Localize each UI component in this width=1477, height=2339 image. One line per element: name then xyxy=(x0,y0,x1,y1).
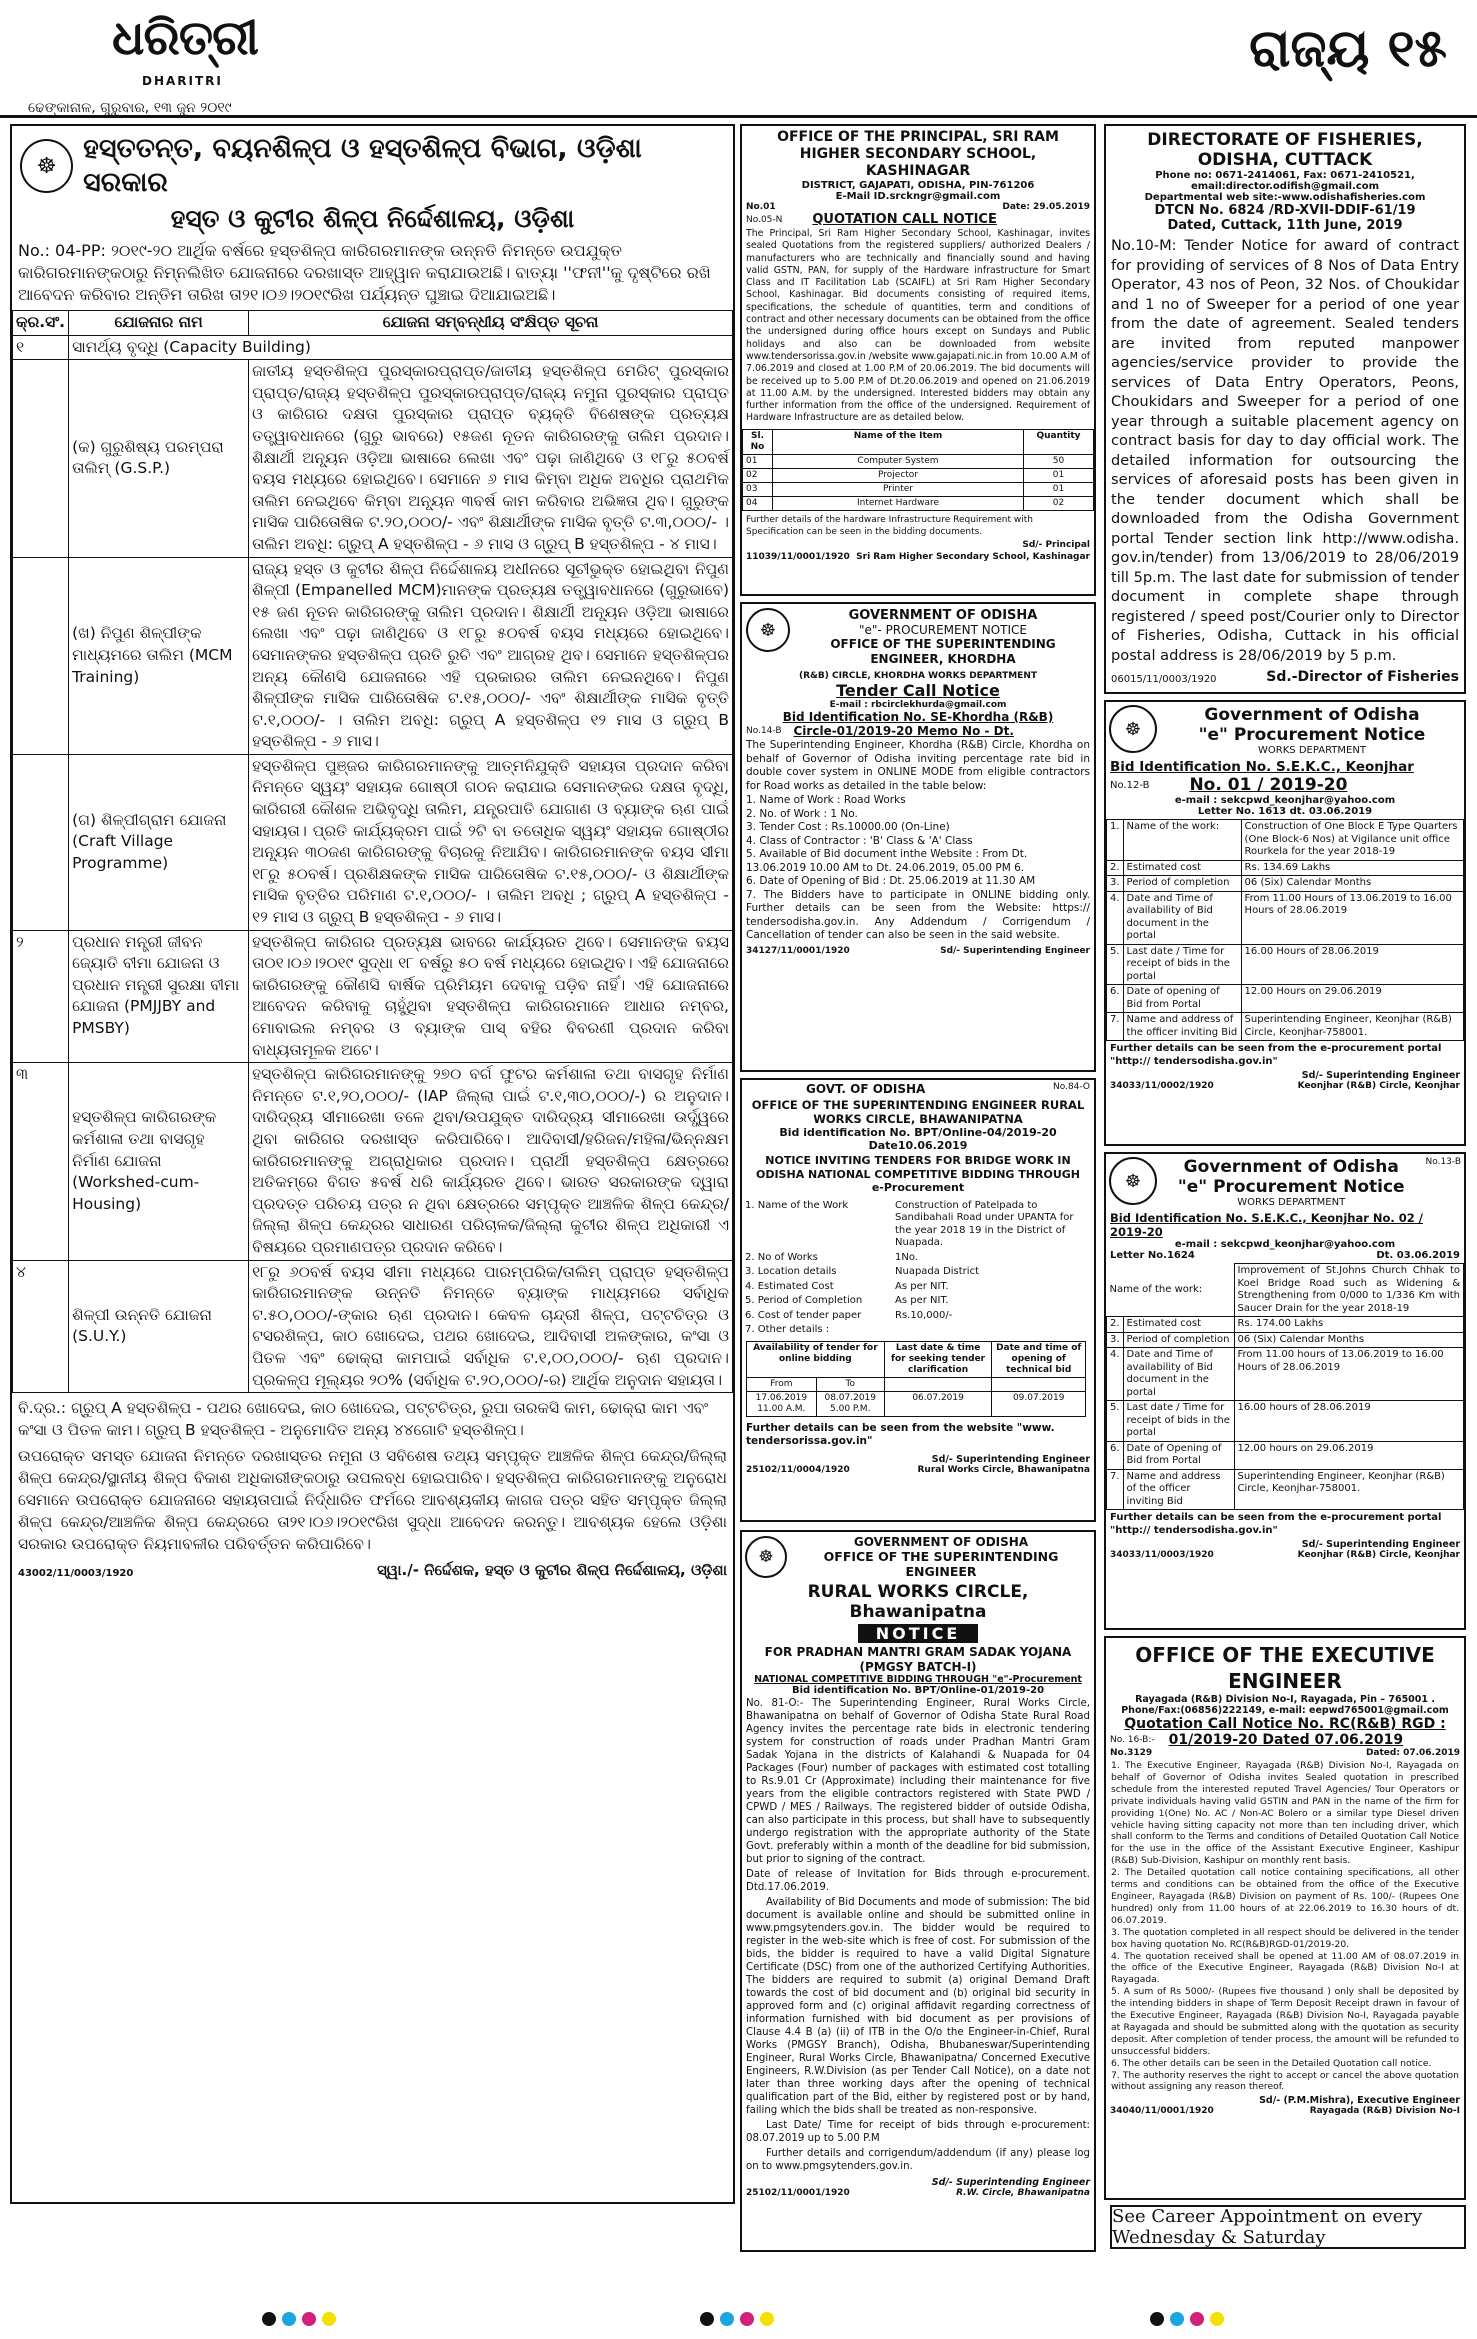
khordha-heading: Tender Call Notice xyxy=(836,681,1000,700)
row-info: ଜାତୀୟ ହସ୍ତଶିଳ୍ପ ପୁରସ୍କାରପ୍ରାପ୍ତ/ଜାତୀୟ ହସ୍ତଶିଳ୍ପ ମେରିଟ୍ ପୁରସ୍କାର ପ୍ରାପ୍ତ/ରାଜ୍ୟ ହସ୍ତଶିଳ୍ପ ପୁରସ୍କାରପ୍ରାପ୍ତ/ରାଜ୍ୟ ନମୁନା ପୁରସ୍କାର ପ୍ରାପ୍ତ ଓ କାରିଗର ଦକ୍ଷତା ପୁରସ୍କାର ପ୍ରାପ୍ତ ବ୍ୟକ୍ତି ବିଶେଷଙ୍କ ପ୍ରତ୍ୟକ୍ଷ ତତ୍ତ୍ୱାବଧାନରେ (ଗୁରୁ ଭାବରେ) ୧୫ଜଣ ନୂତନ କାରିଗରଙ୍କୁ ତାଲିମ ପ୍ରଦାନ। ଶିକ୍ଷାର୍ଥୀ ଅନ୍ୟୂନ ଓଡ଼ିଆ ଭାଷାରେ ଲେଖା ଏବଂ ପଢ଼ା ଜାଣିଥିବେ ଓ ୧୮ରୁ ୫୦ବର୍ଷ ବୟସ ମଧ୍ୟରେ ହୋଇଥିବେ। ସେମାନେ ୬ ମାସ କିମ୍ବା ଅଧିକ ଅବଧିର ପ୍ରାଥମିକ ତାଲିମ ନେଇଥିବେ କିମ୍ବା ଅନ୍ୟୂନ ୩ବର୍ଷ କାମ କରିବାର ଅଭିଜ୍ଞତା ଥିବ। ଗୁରୁଙ୍କ ମାସିକ ପାରିତୋଷିକ ଟ.୨୦,୦୦୦/- ଏବଂ ଶିକ୍ଷାର୍ଥୀଙ୍କ ମାସିକ ବୃତ୍ତି ଟ.୩,୦୦୦/- । ତାଲିମ ଅବଧି: ଗ୍ରୁପ୍ A ହସ୍ତଶିଳ୍ପ - ୬ ମାସ ଓ ଗ୍ରୁପ୍ B ହସ୍ତଶିଳ୍ପ - ୪ ମାସ। xyxy=(249,360,733,557)
fisheries-tender-ad xyxy=(1104,124,1466,694)
school-memo: No.05-N xyxy=(746,214,783,225)
handloom-signature: ସ୍ୱା./- ନିର୍ଦ୍ଦେଶକ, ହସ୍ତ ଓ କୁଟୀର ଶିଳ୍ପ ନିର୍ଦ୍ଦେଶାଳୟ, ଓଡ଼ିଶା xyxy=(377,1561,727,1580)
keonjhar2-sig1: Sd/- Superintending Engineer xyxy=(1301,1539,1460,1550)
table-row: 7. Name and address of the officer inviting Bid Superintending Engineer, Keonjhar (R&B) Circle, Keonjhar-758001. xyxy=(1107,1013,1464,1041)
table-row: 5. Period of Completion As per NIT. xyxy=(745,1295,949,1306)
khordha-signature: Sd/- Superintending Engineer xyxy=(940,945,1090,956)
rural81-ref: 25102/11/0001/1920 xyxy=(746,2188,850,2198)
khordha-dept: (R&B) CIRCLE, KHORDHA WORKS DEPARTMENT xyxy=(798,671,1037,681)
list-item: 1. Name of Work : Road Works xyxy=(746,794,906,806)
registration-mark-icon xyxy=(760,2312,774,2326)
keonjhar1-no: No.12-B xyxy=(1110,779,1150,791)
table-row: 2. Estimated cost Rs. 134.69 Lakhs xyxy=(1107,860,1464,876)
list-item: 5. A sum of Rs 5000/- (Rupees five thousand ) only shall be deposited by the intending bidders in shape of Term Deposit Receipt drawn in favour of the Executive Engineer, Rayagada (R&B) Division No-I, Rayagada payable at Rayagada and should be submitted along with the quotation as security deposit. After completion of tender process, the amount will be refunded to unsuccessful bidders. xyxy=(1111,1986,1459,2057)
rural81-notice-badge: NOTICE xyxy=(858,1624,978,1643)
row-name: ପ୍ରଧାନ ମନ୍ତ୍ରୀ ଜୀବନ ଜ୍ୟୋତି ବୀମା ଯୋଜନା ଓ ପ୍ରଧାନ ମନ୍ତ୍ରୀ ସୁରକ୍ଷା ବୀମା ଯୋଜନା (PMJJBY and PMSBY) xyxy=(69,930,249,1063)
list-item: 3. Tender Cost : Rs.10000.00 (On-Line) xyxy=(746,821,950,833)
row-name: ଶିଳ୍ପୀ ଉନ୍ନତି ଯୋଜନା (S.U.Y.) xyxy=(69,1260,249,1393)
school-no: No.01 xyxy=(746,202,776,212)
keonjhar1-bid: Bid Identification No. S.E.K.C., Keonjhar xyxy=(1110,759,1414,775)
table-row: 1. Name of the work: Construction of One Block E Type Quarters (One Block-6 Nos) at Vigilance unit office Rourkela for the year 2018-19 xyxy=(1107,820,1464,861)
keonjhar2-email: e-mail : sekcpwd_keonjhar@yahoo.com xyxy=(1174,1239,1396,1250)
table-row: 04 Internet Hardware 02 xyxy=(743,496,1094,510)
khordha-ref: 34127/11/0001/1920 xyxy=(746,945,850,956)
registration-mark-icon xyxy=(262,2312,276,2326)
khordha-circle: Circle-01/2019-20 Memo No - Dt. xyxy=(793,724,1014,738)
rural81-sig1: Sd/- Superintending Engineer xyxy=(931,2177,1090,2188)
school-heading: QUOTATION CALL NOTICE xyxy=(812,212,997,227)
list-item: 1. The Executive Engineer, Rayagada (R&B) Division No-I, Rayagada on behalf of Governor of Odisha invites Sealed quotation in prescribed schedule from the interested reputed Travel Agencies/ Tour Operators or private individuals having valid GSTIN and PAN in the name of the firm for providing 1(One) No. AC / Non-AC Bolero or a similar type Diesel driven vehicle having sitting capacity not more than ten including driver, which shall conform to the Terms and conditions of Detailed Quotation Call Notice for the use in the office of the Assistant Executive Engineer, Kashipur (R&B) Sub-Division, Kashipur on monthly rent basis. xyxy=(1111,1760,1459,1867)
odisha-emblem-icon: ☸ xyxy=(1109,705,1157,753)
table-row: 2. Estimated cost Rs. 174.00 Lakhs xyxy=(1107,1317,1464,1333)
table-row: 03 Printer 01 xyxy=(743,482,1094,496)
school-footer: Further details of the hardware Infrastructure Requirement with Specification can be seen in the bidding documents. xyxy=(746,514,1033,537)
rural84-gov: GOVT. OF ODISHA xyxy=(806,1082,926,1096)
rural84-bid: Bid identification No. BPT/Online-04/2019-20 Date10.06.2019 xyxy=(779,1126,1057,1152)
handloom-advertisement xyxy=(10,124,735,2204)
table-row: 3. Period of completion 06 (Six) Calendar Months xyxy=(1107,876,1464,892)
table-row: 4. Date and Time of availability of Bid document in the portal From 11.00 Hours of 13.06.2019 to 16.00 Hours of 28.06.2019 xyxy=(1107,891,1464,944)
keonjhar1-bidno: No. 01 / 2019-20 xyxy=(1189,775,1348,795)
school-title: OFFICE OF THE PRINCIPAL, SRI RAM HIGHER SECONDARY SCHOOL, KASHINAGAR xyxy=(777,129,1059,179)
table-row: 2. No of Works 1No. xyxy=(745,1251,918,1263)
fisheries-dtcn: DTCN No. 6824 /RD-XVII-DDIF-61/19 xyxy=(1154,203,1416,218)
col-header-no: କ୍ର.ସଂ. xyxy=(13,311,69,336)
newspaper-logo-sub: DHARITRI xyxy=(142,74,223,88)
registration-mark-icon xyxy=(1190,2312,1204,2326)
fisheries-title: DIRECTORATE OF FISHERIES, ODISHA, CUTTACK xyxy=(1147,130,1423,170)
fisheries-phone: Phone no: 0671-2414061, Fax: 0671-2410521, xyxy=(1155,170,1415,181)
list-item: 6. The other details can be seen in the Detailed Quotation call notice. xyxy=(1111,2057,1432,2069)
bridge-tender-ad xyxy=(740,1078,1096,1522)
khordha-no: No.14-B xyxy=(746,726,782,736)
row-info: ୧୮ରୁ ୬୦ବର୍ଷ ବୟସ ସୀମା ମଧ୍ୟରେ ପାରମ୍ପରିକ/ତାଲିମ୍ ପ୍ରାପ୍ତ ହସ୍ତଶିଳ୍ପ କାରିଗରମାନଙ୍କ ଉନ୍ନତି ନିମନ୍ତେ ବ୍ୟାଙ୍କ ମାଧ୍ୟମରେ ସର୍ବାଧିକ ଟ.୫୦,୦୦୦/-ଙ୍କାର ଋଣ ପ୍ରଦାନ। କେବଳ ଚାନ୍ଦ୍ରୀ ଶିଳ୍ପ, ପଟ୍ଟଚିତ୍ର ଓ ଟସରଶିଳ୍ପ, କାଠ ଖୋଦେଇ, ପଥର ଖୋଦେଇ, ଆଦିବାସୀ ଅଳଙ୍କାର, କଂସା ଓ ପିତଳ ଏବଂ ଢୋକ୍ରା କାମପାଇଁ ସର୍ବାଧିକ ଟ.୧,୦୦,୦୦୦/- ଋଣ ପ୍ରଦାନ। ପ୍ରକଳ୍ପ ମୂଲ୍ୟର ୨୦% (ସର୍ବାଧିକ ଟ.୨୦,୦୦୦/-ର) ଆର୍ଥିକ ଅନୁଦାନ ସହାୟତା। xyxy=(249,1260,733,1393)
rural84-dates-table: Availability of tender for online bidding Last date & time for seeking tender clarification Date and time of opening of technical bid From To 17.06.2019 11.00 A.M. 08.07.2019 5.00 P.M. 06.07.2019 09.07.2019 xyxy=(746,1341,1086,1417)
keonjhar2-bid: Bid Identification No. S.E.K.C., Keonjhar No. 02 / 2019-20 xyxy=(1110,1211,1424,1239)
row-name: ହସ୍ତଶିଳ୍ପ କାରିଗରଙ୍କ କର୍ମଶାଳା ତଥା ବାସଗୃହ ନିର୍ମାଣ ଯୋଜନା (Workshed-cum-Housing) xyxy=(69,1063,249,1260)
odisha-emblem-icon: ☸ xyxy=(746,608,790,652)
keonjhar2-ref: 34033/11/0003/1920 xyxy=(1110,1550,1214,1560)
fisheries-site: Departmental web site:-www.odishafisheries.com xyxy=(1144,192,1426,203)
rural81-ncb: NATIONAL COMPETITIVE BIDDING THROUGH "e"-Procurement xyxy=(754,1674,1082,1685)
khordha-bid-id: Bid Identification No. SE-Khordha (R&B) xyxy=(782,710,1054,724)
table-row: Name of the work: Improvement of St.Johns Church Chhak to Koel Bridge Road such as Widening & Strengthening from 0/000 to 1/336 Km with Saucer Drain for the year 2018-19 xyxy=(1107,1264,1464,1317)
rayagada-quotation-ad xyxy=(1104,1636,1466,2200)
rural81-gov: GOVERNMENT OF ODISHA xyxy=(853,1535,1029,1549)
rayagada-sig2: Rayagada (R&B) Division No-I xyxy=(1309,2106,1460,2117)
list-item: 4. Class of Contractor : 'B' Class & 'A' Class xyxy=(746,834,973,847)
schemes-table xyxy=(12,310,733,1393)
list-item: 2. No. of Work : 1 No. xyxy=(746,807,858,820)
table-row: 1. Name of the Work Construction of Patelpada to Sandibahali Road under UPANTA for the year 2018 19 in the District of Nuapada. xyxy=(745,1199,1074,1248)
newspaper-logo: ଧରିତ୍ରୀ xyxy=(112,10,258,66)
keonjhar2-proc: "e" Procurement Notice xyxy=(1177,1177,1405,1197)
table-row: 5. Last date / Time for receipt of bids in the portal 16.00 hours of 28.06.2019 xyxy=(1107,1401,1464,1442)
keonjhar2-letter: Letter No.1624 xyxy=(1110,1250,1195,1261)
rural84-sig2: Rural Works Circle, Bhawanipatna xyxy=(917,1464,1090,1475)
odisha-emblem-icon: ☸ xyxy=(745,1536,787,1578)
col-header-name: ଯୋଜନାର ନାମ xyxy=(69,311,249,336)
row-no: ୨ xyxy=(13,930,69,1063)
rayagada-qcno: 01/2019-20 Dated 07.06.2019 xyxy=(1168,1732,1404,1748)
khordha-list xyxy=(742,794,1094,943)
table-row xyxy=(13,335,733,360)
table-row: 5. Last date / Time for receipt of bids in the portal 16.00 Hours of 28.06.2019 xyxy=(1107,944,1464,985)
rural84-heading: NOTICE INVITING TENDERS FOR BRIDGE WORK IN ODISHA NATIONAL COMPETITIVE BIDDING THROUGH e-Procurement xyxy=(755,1154,1080,1194)
registration-mark-icon xyxy=(700,2312,714,2326)
table-row: 3. Period of completion 06 (Six) Calendar Months xyxy=(1107,1332,1464,1348)
registration-mark-icon xyxy=(1170,2312,1184,2326)
handloom-ref: 43002/11/0003/1920 xyxy=(18,1568,134,1580)
fisheries-body: No.10-M: Tender Notice for award of contract for providing of services of 8 Nos of Data Entry Operator, 43 nos of Peon, 32 Nos. of Choukidar and 1 no of Sweeper for a period of one year from the date of agreement. Sealed tenders are invited from reputed manpower agencies/service provider to provide the services of Data Entry Operators, Peons, Choukidars and Sweeper for a period of one year through a suitable placement agency on contract basis for day to day official work. The detailed information for outsourcing the services of aforesaid posts has been given in the tender document which shall be downloaded from the Odisha Government portal Tender section link http://www.odisha. gov.in/tender) from 13/06/2019 to 28/06/2019 till 5p.m. The last date for submission of tender document in complete shape through registered / speed post/Courier only to Director of Fisheries, Odisha, Cuttack in his official postal address is 28/06/2019 by 5 p.m. xyxy=(1111,237,1459,664)
rayagada-items xyxy=(1106,1758,1464,2095)
table-row: 6. Date of opening of Bid from Portal 12.00 Hours on 29.06.2019 xyxy=(1107,985,1464,1013)
row-no: ୩ xyxy=(13,1063,69,1260)
keonjhar1-table xyxy=(1106,819,1464,1041)
keonjhar2-table xyxy=(1106,1263,1464,1510)
row-info: ରାଜ୍ୟ ହସ୍ତ ଓ କୁଟୀର ଶିଳ୍ପ ନିର୍ଦ୍ଦେଶାଳୟ ଅଧୀନରେ ସୂଚୀଭୁକ୍ତ ହୋଇଥିବା ନିପୁଣ ଶିଳ୍ପୀ (Empanelled MCM)ମାନଙ୍କ ପ୍ରତ୍ୟକ୍ଷ ତତ୍ତ୍ୱାବଧାନରେ (ଗୁରୁଭାବେ) ୧୫ ଜଣ ନୂତନ କାରିଗରଙ୍କୁ ତାଲିମ ପ୍ରଦାନ। ଶିକ୍ଷାର୍ଥୀ ଅନ୍ୟୂନ ଓଡ଼ିଆ ଭାଷାରେ ଲେଖା ଏବଂ ପଢ଼ା ଜାଣିଥିବେ ଓ ୧୮ରୁ ୫୦ବର୍ଷ ବୟସ ମଧ୍ୟରେ ହୋଇଥିବେ। ସେମାନଙ୍କର ହସ୍ତଶିଳ୍ପ ପ୍ରତି ରୁଚି ଏବଂ ଆଗ୍ରହ ଥିବ। ସେମାନେ ହସ୍ତଶିଳ୍ପର ଅନ୍ୟ କୌଣସି ଯୋଜନାରେ ଏହି ପ୍ରକାରର ତାଲିମ ନେଇନଥିବେ। ନିପୁଣ ଶିଳ୍ପୀଙ୍କ ମାସିକ ପାରିତୋଷିକ ଟ.୧୫,୦୦୦/- ଏବଂ ଶିକ୍ଷାର୍ଥୀଙ୍କ ମାସିକ ବୃତ୍ତି ଟ.୧,୦୦୦/- । ତାଲିମ ଅବଧି: ଗ୍ରୁପ୍ A ହସ୍ତଶିଳ୍ପ ୧୨ ମାସ ଓ ଗ୍ରୁପ୍ B ହସ୍ତଶିଳ୍ପ - ୬ ମାସ। xyxy=(249,557,733,754)
keonjhar-procurement-ad-1 xyxy=(1104,700,1466,1146)
khordha-gov: GOVERNMENT OF ODISHA xyxy=(848,608,1038,623)
table-row xyxy=(13,1063,733,1260)
table-row: 02 Projector 01 xyxy=(743,468,1094,482)
school-body: The Principal, Sri Ram Higher Secondary School, Kashinagar, invites sealed Quotations from the registered suppliers/ authorized Dealers / manufacturers who are technically and financially sound and having valid GSTN, PAN, for supply of the Hardware infrastructure for Smart Class and IT Facilitation Lab (SCAIFL) at Sri Ram Higher Secondary School, Kashinagar. Bid documents consisting of required items, specifications, the schedule of quantities, term and conditions of contract and other necessary documents can be obtained from the office the undersigned during office hours except on Sundays and Public holidays and also can be downloaded from website www.tendersorissa.gov.in /website www.gajapati.nic.in from 10.00 A.M of 7.06.2019 and closed at 1.00 P.M of 20.06.2019. The bid documents will be received up to 5.00 P.M of Dt.20.06.2019 and opened on 21.06.2019 at 11.00 A.M. by the undersigned. Interested bidders may obtain any further information from the office of the undersigned. Requirement of Hardware Infrastructure are as detailed below. xyxy=(746,228,1090,424)
list-item: 7. The authority reserves the right to accept or cancel the above quotation without assigning any reason thereof. xyxy=(1111,2069,1459,2093)
table-row: 01 Computer System 50 xyxy=(743,454,1094,468)
registration-mark-icon xyxy=(1150,2312,1164,2326)
registration-mark-icon xyxy=(1210,2312,1224,2326)
registration-mark-icon xyxy=(740,2312,754,2326)
col-header-info: ଯୋଜନା ସମ୍ବନ୍ଧୀୟ ସଂକ୍ଷିପ୍ତ ସୂଚନା xyxy=(249,311,733,336)
keonjhar1-proc: "e" Procurement Notice xyxy=(1198,725,1426,745)
keonjhar1-footer: Further details can be seen from the e-procurement portal "http:// tendersodisha.gov.in" xyxy=(1110,1043,1442,1067)
rural81-bid: Bid identification No. BPT/Online-01/2019-20 xyxy=(791,1685,1045,1696)
keonjhar2-gov: Government of Odisha xyxy=(1183,1157,1399,1177)
row-info: ହସ୍ତଶିଳ୍ପ କାରିଗରମାନଙ୍କୁ ୨୭୦ ବର୍ଗ ଫୁଟର କର୍ମଶାଳା ତଥା ବାସଗୃହ ନିର୍ମାଣ ନିମନ୍ତେ ଟ.୧,୨୦,୦୦୦/- (IAP ଜିଲ୍ଲା ପାଇଁ ଟ.୧,୩୦,୦୦୦/-) ର ଅନୁଦାନ। ଦାରିଦ୍ର୍ୟ ସୀମାରେଖା ତଳେ ଥିବା/ଉପଯୁକ୍ତ ଦାରିଦ୍ର୍ୟ ସୀମାରେଖା ଉର୍ଦ୍ଧ୍ୱରେ ଥିବା କାରିଗର ଦରଖାସ୍ତ କରିପାରିବେ। ଆଦିବାସୀ/ହରିଜନ/ମହିଳା/ଭିନ୍ନକ୍ଷମ କାରିଗରମାନଙ୍କୁ ଅଗ୍ରାଧିକାର ପ୍ରଦାନ। ପ୍ରାର୍ଥୀ ହସ୍ତଶିଳ୍ପ କ୍ଷେତ୍ରରେ ଅତିକମ୍‌ରେ ବିଗତ ୫ବର୍ଷ ଧରି କାର୍ଯ୍ୟରତ ଥିବେ। ଭାରତ ସରକାରଙ୍କ ଦ୍ୱାରା ପ୍ରଦତ୍ତ ପରିଚୟ ପତ୍ର ନ ଥିବା କ୍ଷେତ୍ରରେ ସମ୍ପୃକ୍ତ ଆଞ୍ଚଳିକ ଶିଳ୍ପ କେନ୍ଦ୍ର/ଜିଲ୍ଲା ଶିଳ୍ପ କେନ୍ଦ୍ରର ସାଧାରଣ ପରିଚାଳକ/ଜିଲ୍ଲା କୁଟୀର ଶିଳ୍ପ ଅଧିକାରୀ ଏ ବିଷୟରେ ପ୍ରମାଣପତ୍ର ପ୍ରଦାନ କରିବେ। xyxy=(249,1063,733,1260)
pmgsy-notice-ad xyxy=(740,1530,1096,2252)
keonjhar-procurement-ad-2 xyxy=(1104,1152,1466,1630)
school-items-table: Sl. No Name of the Item Quantity 01 Computer System 50 02 Projector 01 03 Printer 01 04 Internet Hardware 02 xyxy=(742,429,1094,511)
school-address: DISTRICT, GAJAPATI, ODISHA, PIN-761206 xyxy=(801,180,1035,191)
rural81-office: OFFICE OF THE SUPERINTENDING ENGINEER xyxy=(823,1549,1059,1579)
rayagada-qc: Quotation Call Notice No. RC(R&B) RGD : xyxy=(1124,1716,1446,1732)
list-item: 6. Date of Opening of Bid : Dt. 25.06.2019 at 11.30 AM xyxy=(746,875,1036,887)
keonjhar1-sig2: Keonjhar (R&B) Circle, Keonjhar xyxy=(1297,1081,1460,1091)
keonjhar2-sig2: Keonjhar (R&B) Circle, Keonjhar xyxy=(1297,1550,1460,1560)
table-row: 4. Estimated Cost As per NIT. xyxy=(745,1280,949,1292)
keonjhar1-gov: Government of Odisha xyxy=(1204,705,1420,725)
rayagada-num: No.3129 xyxy=(1110,1748,1153,1758)
rayagada-phone: Phone/Fax:(06856)222149, e-mail: eepwd765001@gmail.com xyxy=(1121,1705,1449,1716)
keonjhar1-email: e-mail : sekcpwd_keonjhar@yahoo.com xyxy=(1174,795,1396,806)
table-row: 7. Name and address of the officer inviting Bid Superintending Engineer, Keonjhar (R&B) Circle, Keonjhar-758001. xyxy=(1107,1469,1464,1510)
handloom-subtitle: ହସ୍ତ ଓ କୁଟୀର ଶିଳ୍ପ ନିର୍ଦ୍ଦେଶାଳୟ, ଓଡ଼ିଶା xyxy=(170,204,575,233)
page-label: ରାଜ୍ୟ ୧୫ xyxy=(1249,18,1447,79)
registration-mark-icon xyxy=(720,2312,734,2326)
handloom-title: ହସ୍ତତନ୍ତ, ବୟନଶିଳ୍ପ ଓ ହସ୍ତଶିଳ୍ପ ବିଭାଗ, ଓଡ଼ିଶା ସରକାର xyxy=(83,133,642,198)
khordha-tender-ad xyxy=(740,602,1096,1072)
school-sig2: Sri Ram Higher Secondary School, Kashinagar xyxy=(856,551,1090,562)
khordha-sub: "e"- PROCUREMENT NOTICE xyxy=(859,623,1027,637)
row-name: (ଗ) ଶିଳ୍ପୀଗ୍ରାମ ଯୋଜନା (Craft Village Programme) xyxy=(69,754,249,930)
dateline: ଢେଙ୍କାନାଳ, ଗୁରୁବାର, ୧୩ ଜୁନ ୨୦୧୯ xyxy=(28,100,232,116)
list-item: 5. Available of Bid document inthe Website : From Dt. 13.06.2019 10.00 AM to Dt. 24.06.2019, 05.00 PM 6. xyxy=(746,848,1028,874)
list-item: 7. The Bidders have to participate in ONLINE bidding only. Further details can be seen from the Website: https:// tendersodisha.gov.in. Any Addendum / Corrigendum / Cancellation of tender can also be seen in the said website. xyxy=(746,888,1090,941)
school-email: E-Mail ID.srckngr@gmail.com xyxy=(835,191,1001,202)
table-row xyxy=(13,557,733,754)
row-info: ହସ୍ତଶିଳ୍ପ କାରିଗର ପ୍ରତ୍ୟକ୍ଷ ଭାବରେ କାର୍ଯ୍ୟରତ ଥିବେ। ସେମାନଙ୍କ ବୟସ ତା୦୧।୦୬।୨୦୧୯ ସୁଦ୍ଧା ୧୮ ବର୍ଷରୁ ୫୦ ବର୍ଷ ମଧ୍ୟରେ ହୋଇଥିବ। ଏହି ଯୋଜନାରେ କାରିଗରଙ୍କୁ କୌଣସି ବାର୍ଷିକ ପ୍ରିମିୟମ ଦେବାକୁ ପଡ଼ିବ ନାହିଁ। ଏହି ଯୋଜନାରେ ଆବେଦନ କରିବାକୁ ଚାହୁଁଥିବା ହସ୍ତଶିଳ୍ପ କାରିଗରମାନେ ଆଧାର ନମ୍ବର, ମୋବାଇଲ ନମ୍ବର ଓ ବ୍ୟାଙ୍କ ପାସ୍ ବହିର ବିବରଣୀ ପ୍ରଦାନ କରିବା ବାଧ୍ୟତାମୂଳକ ଅଟେ। xyxy=(249,930,733,1063)
masthead xyxy=(0,0,1477,118)
khordha-body: The Superintending Engineer, Khordha (R&B) Circle, Khordha on behalf of Governor of Odisha inviting percentage rate bid in double cover system in ONLINE MODE from eligible contractors for Road works as detailed in the table below: xyxy=(746,739,1090,792)
table-row: 6. Date of Opening of Bid from Portal 12.00 hours on 29.06.2019 xyxy=(1107,1441,1464,1469)
fisheries-ref: 06015/11/0003/1920 xyxy=(1111,674,1217,685)
keonjhar1-letter: Letter No. 1613 dt. 03.06.2019 xyxy=(1197,806,1373,817)
keonjhar1-dept: WORKS DEPARTMENT xyxy=(1258,745,1366,756)
khordha-office: OFFICE OF THE SUPERINTENDING ENGINEER, KHORDHA xyxy=(830,637,1056,666)
registration-mark-icon xyxy=(302,2312,316,2326)
row-no: ୧ xyxy=(13,335,69,360)
handloom-intro: No.: 04-PP: ୨୦୧୯-୨୦ ଆର୍ଥିକ ବର୍ଷରେ ହସ୍ତଶିଳ୍ପ କାରିଗରମାନଙ୍କ ଉନ୍ନତି ନିମନ୍ତେ ଉପଯୁକ୍ତ କାରିଗରମାନଙ୍କଠାରୁ ନିମ୍ନଲିଖିତ ଯୋଜନାରେ ଦରଖାସ୍ତ ଆହ୍ୱାନ କରାଯାଉଅଛି। ବାତ୍ୟା ''ଫନୀ''କୁ ଦୃଷ୍ଟିରେ ରଖି ଆବେଦନ କରିବାର ଅନ୍ତିମ ତାରିଖ ତା୨୧।୦୬।୨୦୧୯ରିଖ ପର୍ଯ୍ୟନ୍ତ ଘୁଞ୍ଚାଇ ଦିଆଯାଇଅଛି। xyxy=(18,241,711,304)
row-info: ହସ୍ତଶିଳ୍ପ ପୁଞ୍ଜର କାରିଗରମାନଙ୍କୁ ଆତ୍ମନିଯୁକ୍ତି ସହାୟତା ପ୍ରଦାନ କରିବା ନିମନ୍ତେ ସ୍ୱୟଂ ସହାୟକ ଗୋଷ୍ଠୀ ଗଠନ କରାଯାଇ ସେମାନଙ୍କର ଦକ୍ଷତା ବୃଦ୍ଧି, କାରିଗରୀ କୌଶଳ ଅଭିବୃଦ୍ଧି ତାଲିମ, ଯନ୍ତ୍ରପାତି ଯୋଗାଣ ଓ ବ୍ୟାଙ୍କ ଋଣ ପାଇଁ ସହାୟତା। ପ୍ରତି କାର୍ଯ୍ୟକ୍ରମ ପାଇଁ ୨ଟି ବା ତତୋଧିକ ସ୍ୱୟଂ ସହାୟକ ଗୋଷ୍ଠୀର ଅନ୍ୟୂନ ୩୦ଜଣ କାରିଗରଙ୍କୁ ବିଚାରକୁ ନିଆଯିବ। କାରିଗରମାନଙ୍କ ବୟସ ସୀମା ୧୮ରୁ ୫୦ବର୍ଷ। ପ୍ରଶିକ୍ଷକଙ୍କ ମାସିକ ପାରିତୋଷିକ ଟ.୧୫,୦୦୦/- ଓ ଶିକ୍ଷାର୍ଥୀଙ୍କ ମାସିକ ବୃତ୍ତିର ପରିମାଣ ଟ.୧,୦୦୦/- । ତାଲିମ ଅବଧି ; ଗ୍ରୁପ୍ A ହସ୍ତଶିଳ୍ପ - ୧୨ ମାସ ଓ ଗ୍ରୁପ୍ B ହସ୍ତଶିଳ୍ପ - ୬ ମାସ। xyxy=(249,754,733,930)
rayagada-addr: Rayagada (R&B) Division No-I, Rayagada, Pin – 765001 . xyxy=(1135,1694,1435,1705)
table-row xyxy=(13,1260,733,1393)
table-row xyxy=(13,360,733,557)
school-sig1: Sd/- Principal xyxy=(1022,539,1090,550)
registration-mark-icon xyxy=(282,2312,296,2326)
keonjhar2-dept: WORKS DEPARTMENT xyxy=(1237,1197,1346,1208)
rural81-circle: RURAL WORKS CIRCLE, Bhawanipatna xyxy=(807,1582,1029,1622)
table-row: 7. Other details : xyxy=(745,1324,830,1335)
keonjhar1-ref: 34033/11/0002/1920 xyxy=(1110,1081,1214,1091)
school-quotation-ad xyxy=(740,124,1096,596)
career-footer-note: See Career Appointment on every Wednesday & Saturday xyxy=(1110,2205,1466,2249)
registration-mark-icon xyxy=(322,2312,336,2326)
rural84-sig1: Sd/- Superintending Engineer xyxy=(931,1453,1090,1465)
rayagada-sig1: Sd/- (P.M.Mishra), Executive Engineer xyxy=(1259,2095,1460,2107)
rayagada-no: No. 16-B:- xyxy=(1110,1735,1155,1745)
table-row: 6. Cost of tender paper Rs.10,000/- xyxy=(745,1309,953,1321)
school-date: Date: 29.05.2019 xyxy=(1002,202,1090,212)
odisha-emblem-icon: ☸ xyxy=(20,139,73,193)
row-no: ୪ xyxy=(13,1260,69,1393)
rural84-footer: Further details can be seen from the website "www. tendersorissa.gov.in" xyxy=(746,1421,1055,1447)
keonjhar2-no: No.13-B xyxy=(1425,1157,1461,1167)
keonjhar2-footer: Further details can be seen from the e-procurement portal "http:// tendersodisha.gov.in" xyxy=(1110,1512,1442,1536)
rural81-sig2: R.W. Circle, Bhawanipatna xyxy=(956,2188,1090,2198)
rural84-office: OFFICE OF THE SUPERINTENDING ENGINEER RURAL WORKS CIRCLE, BHAWANIPATNA xyxy=(751,1098,1085,1126)
rayagada-title: OFFICE OF THE EXECUTIVE ENGINEER xyxy=(1135,1643,1435,1693)
list-item: 2. The Detailed quotation call notice containing specifications, all other terms and conditions can be obtained from the office of the Executive Engineer, Rayagada (R&B) Division on payment of Rs. 100/- (Rupees One hundred) only from 11.00 hours of at 22.06.2019 to 16.30 hours of dt. 06.07.2019. xyxy=(1111,1867,1459,1926)
row-name: (ଖ) ନିପୁଣ ଶିଳ୍ପୀଙ୍କ ମାଧ୍ୟମରେ ତାଲିମ (MCM Training) xyxy=(69,557,249,754)
rayagada-ref: 34040/11/0001/1920 xyxy=(1110,2106,1214,2117)
keonjhar1-sig1: Sd/- Superintending Engineer xyxy=(1301,1070,1460,1081)
fisheries-dated: Dated, Cuttack, 11th June, 2019 xyxy=(1167,218,1403,233)
handloom-note: ବି.ଦ୍ର.: ଗ୍ରୁପ୍ A ହସ୍ତଶିଳ୍ପ - ପଥର ଖୋଦେଇ, କାଠ ଖୋଦେଇ, ପଟ୍ଟଚିତ୍ର, ରୁପା ତାରକସି କାମ, ଢୋକ୍ରା କାମ ଏବଂ କଂସା ଓ ପିତଳ କାମ। ଗ୍ରୁପ୍ B ହସ୍ତଶିଳ୍ପ - ଅନୁମୋଦିତ ଅନ୍ୟ ୪୪ଗୋଟି ହସ୍ତଶିଳ୍ପ। xyxy=(18,1399,709,1440)
fisheries-signature: Sd.-Director of Fisheries xyxy=(1266,669,1459,685)
odisha-emblem-icon: ☸ xyxy=(1109,1157,1157,1205)
rural84-no: No.84-O xyxy=(1053,1082,1090,1092)
table-row: 3. Location details Nuapada District xyxy=(745,1266,979,1277)
rural84-fields xyxy=(742,1199,1094,1338)
khordha-email: E-mail : rbcirclekhurda@gmail.com xyxy=(829,700,1007,710)
table-row: 4. Date and Time of availability of Bid document in the portal From 11.00 hours of 13.06.2019 to 16.00 Hours of 28.06.2019 xyxy=(1107,1348,1464,1401)
fisheries-email: email:director.odifish@gmail.com xyxy=(1190,181,1380,192)
list-item: 4. The quotation received shall be opened at 11.00 AM of 08.07.2019 in the office of the Executive Engineer, Rayagada (R&B) Division No-I at Rayagada. xyxy=(1111,1950,1459,1986)
rayagada-date: Dated: 07.06.2019 xyxy=(1365,1748,1460,1758)
table-row: 17.06.2019 11.00 A.M. 08.07.2019 5.00 P.M. 06.07.2019 09.07.2019 xyxy=(747,1391,1086,1416)
table-row xyxy=(13,930,733,1063)
rural81-for: FOR PRADHAN MANTRI GRAM SADAK YOJANA (PMGSY BATCH-I) xyxy=(764,1645,1072,1674)
table-row xyxy=(13,754,733,930)
keonjhar2-date: Dt. 03.06.2019 xyxy=(1376,1250,1460,1261)
school-ref: 11039/11/0001/1920 xyxy=(746,551,850,562)
handloom-footer-text: ଉପରୋକ୍ତ ସମସ୍ତ ଯୋଜନା ନିମନ୍ତେ ଦରଖାସ୍ତର ନମୁନା ଓ ସବିଶେଷ ତଥ୍ୟ ସମ୍ପୃକ୍ତ ଆଞ୍ଚଳିକ ଶିଳ୍ପ କେନ୍ଦ୍ର/ଜିଲ୍ଲା ଶିଳ୍ପ କେନ୍ଦ୍ର/ସ୍ଥାନୀୟ ଶିଳ୍ପ ବିକାଶ ଅଧିକାରୀଙ୍କଠାରୁ ଉପଲବ୍ଧ ହୋଇପାରିବ। ହସ୍ତଶିଳ୍ପ କାରିଗରମାନଙ୍କୁ ଅନୁରୋଧ ସେମାନେ ଉପରୋକ୍ତ ଯୋଜନାରେ ସହାୟତାପାଇଁ ନିର୍ଦ୍ଧାରିତ ଫର୍ମରେ ଆବଶ୍ୟକୀୟ କାଗଜ ପତ୍ର ସହିତ ସମ୍ପୃକ୍ତ ଜିଲ୍ଲା ଶିଳ୍ପ କେନ୍ଦ୍ର/ଆଞ୍ଚଳିକ ଶିଳ୍ପ କେନ୍ଦ୍ରରେ ତା୨୧।୦୬।୨୦୧୯ରିଖ ସୁଦ୍ଧା ଆବେଦନ କରନ୍ତୁ। ଆବଶ୍ୟକ ହେଲେ ଓଡ଼ିଶା ସରକାର ଉପରୋକ୍ତ ନିୟମାବଳୀର ପରିବର୍ତ୍ତନ କରିପାରିବେ। xyxy=(18,1447,727,1554)
list-item: 3. The quotation completed in all respect should be delivered in the tender box having quotation No. RC(R&B)RGD-01/2019-20. xyxy=(1111,1926,1459,1950)
rural84-ref: 25102/11/0004/1920 xyxy=(746,1464,850,1475)
rural81-body: No. 81-O:- The Superintending Engineer, Rural Works Circle, Bhawanipatna on behalf of Governor of Odisha State Rural Road Agency invites the percentage rate bids in electronic tendering system for construction of roads under Pradhan Mantri Gram Sadak Yojana in the districts of Kalahandi & Nuapada for 04 Packages (Four) number of packages with estimated cost totalling to Rs.9.01 Cr (Approximate) including their maintenance for five years from the eligible contractors registered with State PWD / CPWD / MES / Railways. The registered bidder of outside Odisha, can also participate in this process, but shall have to subsequently undergo registration with the appropriate authority of the State Govt. preferably within a month of the deadline for bid submission, but prior to signing of the contract. Date of release of Invitation for Bids through e-procurement. Dtd.17.06.2019. Availability of Bid Documents and mode of submission: The bid document is available online and should be submitted online in www.pmgsytenders.gov.in. The bidder would be required to register in the web-site which is free of cost. For submission of the bids, the bidder is required to have a valid Digital Signature Certificate (DSC) from one of the authorized Certifying Authorities. The bidders are required to submit (a) original Demand Draft towards the cost of bid document and (b) original bid security in approved form and (c) original affidavit regarding correctness of information furnished with bid document as per provisions of Clause 4.4 B (a) (ii) of ITB in the O/o the Engineer-in-Chief, Rural Works (PMGSY Branch), Odisha, Bhubaneswar/Superintending Engineer, Rural Works Circle, Bhawanipatna/ Concerned Executive Engineers, R.W.Division (as per Tender Call Notice), on a date not later than three working days after the opening of technical qualification part of the Bid, either by registered post or by hand, failing which the bids shall be treated as non-responsive. Last Date/ Time for receipt of bids through e-procurement: 08.07.2019 up to 5.00 P.M Further details and corrigendum/addendum (if any) please log on to www.pmgsytenders.gov.in. xyxy=(746,1698,1090,2172)
row-name: (କ) ଗୁରୁଶିଷ୍ୟ ପରମ୍ପରା ତାଲିମ୍ (G.S.P.) xyxy=(69,360,249,557)
row-name: ସାମର୍ଥ୍ୟ ବୃଦ୍ଧି (Capacity Building) xyxy=(69,335,733,360)
